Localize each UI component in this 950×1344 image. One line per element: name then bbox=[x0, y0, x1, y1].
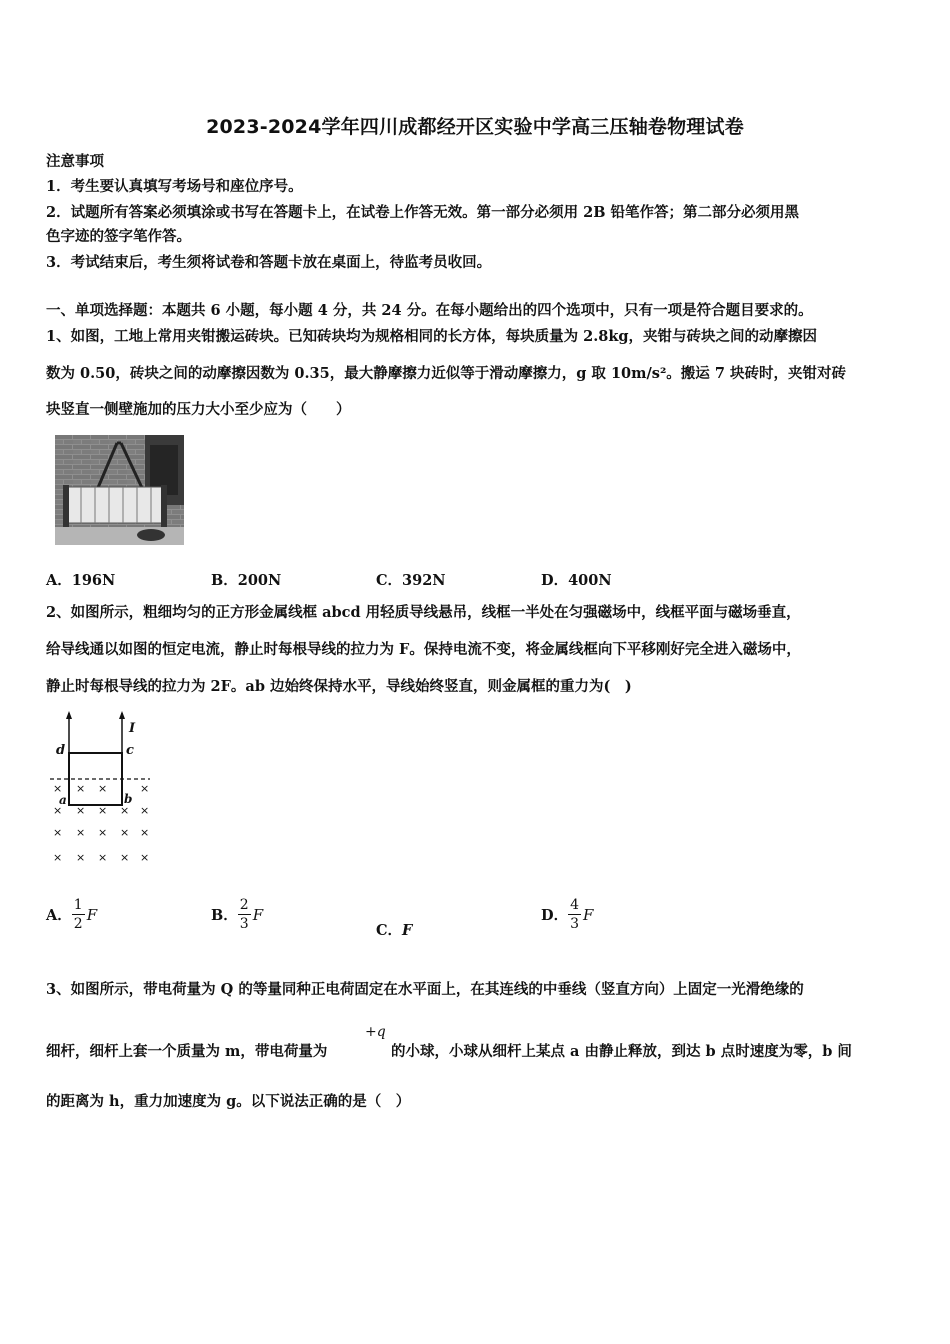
q1-option-b: B．200N bbox=[211, 572, 282, 589]
exam-title: 2023-2024学年四川成都经开区实验中学高三压轴卷物理试卷 bbox=[206, 116, 744, 138]
q2-option-d-label: D． bbox=[541, 907, 569, 924]
svg-text:×: × bbox=[98, 851, 108, 864]
svg-text:×: × bbox=[76, 826, 86, 839]
current-label: I bbox=[129, 721, 136, 736]
q1-line-2: 数为 0.50，砖块之间的动摩擦因数为 0.35，最大静摩擦力近似等于滑动摩擦力，g 取 10m/s²。搬运 7 块砖时，夹钳对砖 bbox=[46, 365, 846, 382]
q2-option-b-variable: F bbox=[252, 905, 264, 924]
q2-line-1: 2、如图所示，粗细均匀的正方形金属线框 abcd 用轻质导线悬吊，线框一半处在匀强磁场中，线框平面与磁场垂直， bbox=[46, 604, 801, 621]
svg-text:×: × bbox=[53, 804, 63, 817]
q2-option-a-label: A． bbox=[46, 907, 72, 924]
vertex-d-label: d bbox=[56, 743, 66, 758]
q2-option-a-numerator: 1 bbox=[73, 897, 83, 913]
section-1-heading: 一、单项选择题：本题共 6 小题，每小题 4 分，共 24 分。在每小题给出的四个选项中，只有一项是符合题目要求的。 bbox=[46, 302, 813, 319]
svg-text:×: × bbox=[53, 851, 63, 864]
q2-option-d-variable: F bbox=[583, 905, 594, 924]
q1-option-d: D．400N bbox=[541, 572, 612, 589]
q2-option-a-denominator: 2 bbox=[73, 916, 83, 932]
q3-line-3: 的距离为 h，重力加速度为 g。以下说法正确的是（ ） bbox=[46, 1093, 411, 1110]
vertex-b-label: b bbox=[124, 792, 133, 806]
q2-option-b-fraction bbox=[238, 896, 251, 933]
q2-option-c bbox=[376, 919, 412, 940]
q2-option-b-label: B． bbox=[211, 907, 238, 924]
q3-line-2b: 的小球，小球从细杆上某点 a 由静止释放，到达 b 点时速度为零，b 间 bbox=[391, 1043, 852, 1060]
notice-heading: 注意事项 bbox=[46, 153, 104, 170]
q2-line-2: 给导线通以如图的恒定电流，静止时每根导线的拉力为 F。保持电流不变，将金属线框向下平移刚好完全进入磁场中， bbox=[46, 641, 801, 658]
svg-text:×: × bbox=[98, 826, 108, 839]
brick-tongs-photo bbox=[55, 435, 184, 545]
q2-option-d-denominator: 3 bbox=[570, 916, 579, 932]
svg-text:×: × bbox=[76, 782, 86, 795]
svg-text:×: × bbox=[120, 804, 130, 817]
q2-option-d bbox=[541, 896, 593, 933]
notice-item-1: 1．考生要认真填写考场号和座位序号。 bbox=[46, 178, 303, 195]
svg-text:×: × bbox=[98, 804, 108, 817]
svg-text:×: × bbox=[140, 804, 150, 817]
q2-option-a-variable: F bbox=[86, 905, 98, 924]
q2-line-3: 静止时每根导线的拉力为 2F。ab 边始终保持水平，导线始终竖直，则金属框的重力为( ) bbox=[46, 678, 632, 695]
svg-text:×: × bbox=[140, 782, 150, 795]
q3-charge-symbol: +q bbox=[365, 1024, 386, 1040]
notice-item-3: 3．考试结束后，考生须将试卷和答题卡放在桌面上，待监考员收回。 bbox=[46, 254, 492, 271]
svg-text:×: × bbox=[76, 804, 86, 817]
q2-option-d-fraction bbox=[568, 896, 581, 933]
svg-text:×: × bbox=[140, 851, 150, 864]
notice-item-2-line-1: 2．试题所有答案必须填涂或书写在答题卡上，在试卷上作答无效。第一部分必须用 2B 铅笔作答；第二部分必须用黑 bbox=[46, 204, 800, 221]
q2-option-a-fraction bbox=[72, 896, 85, 933]
svg-text:×: × bbox=[76, 851, 86, 864]
svg-text:×: × bbox=[140, 826, 150, 839]
svg-text:×: × bbox=[120, 826, 130, 839]
q2-option-d-numerator: 4 bbox=[570, 897, 579, 913]
q1-line-1: 1、如图，工地上常用夹钳搬运砖块。已知砖块均为规格相同的长方体，每块质量为 2.8kg，夹钳与砖块之间的动摩擦因 bbox=[46, 328, 818, 345]
svg-text:×: × bbox=[98, 782, 108, 795]
q3-line-1: 3、如图所示，带电荷量为 Q 的等量同种正电荷固定在水平面上，在其连线的中垂线（竖直方向）上固定一光滑绝缘的 bbox=[46, 981, 804, 998]
vertex-c-label: c bbox=[126, 743, 134, 758]
q2-option-b bbox=[211, 896, 263, 933]
q2-option-b-denominator: 3 bbox=[239, 916, 249, 932]
frame-magnetic-field-figure bbox=[48, 708, 163, 868]
notice-item-2-line-2: 色字迹的签字笔作答。 bbox=[46, 228, 191, 245]
q2-option-c-variable: F bbox=[402, 922, 413, 939]
q2-option-c-label: C． bbox=[376, 922, 403, 939]
svg-text:×: × bbox=[53, 782, 63, 795]
q2-option-a bbox=[46, 896, 97, 933]
q1-option-a: A．196N bbox=[46, 572, 116, 589]
svg-text:×: × bbox=[120, 851, 130, 864]
svg-text:×: × bbox=[53, 826, 63, 839]
q1-option-c: C．392N bbox=[376, 572, 446, 589]
q3-line-2a: 细杆，细杆上套一个质量为 m，带电荷量为 bbox=[46, 1043, 328, 1060]
q1-line-3: 块竖直一侧壁施加的压力大小至少应为（ ） bbox=[46, 401, 351, 418]
vertex-a-label: a bbox=[59, 793, 67, 807]
q2-option-b-numerator: 2 bbox=[239, 897, 249, 913]
